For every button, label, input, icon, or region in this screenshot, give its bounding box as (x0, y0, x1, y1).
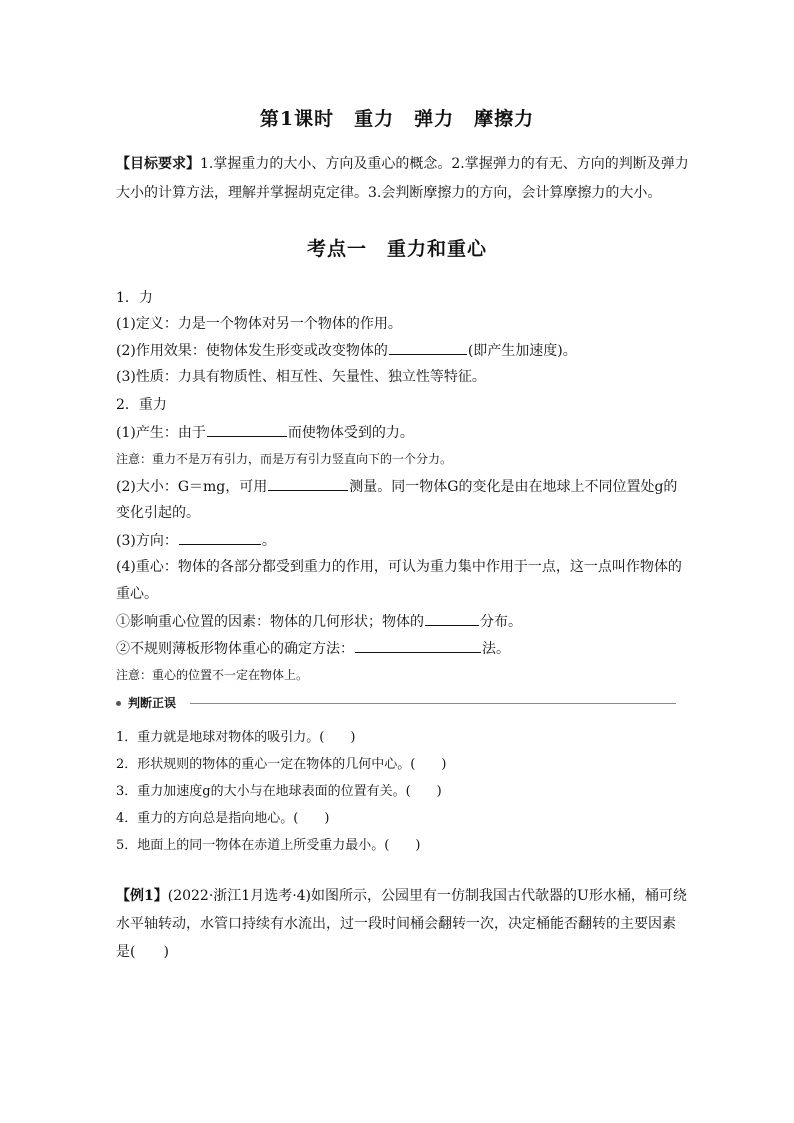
blank-6 (355, 638, 481, 653)
cog-method-text: ②不规则薄板形物体重心的确定方法： (116, 641, 354, 657)
force-effect-tail: (即产生加速度)。 (467, 343, 577, 359)
force-definition: (1)定义：力是一个物体对另一个物体的作用。 (116, 316, 402, 332)
cog-factors-text: ①影响重心位置的因素：物体的几何形状；物体的 (116, 614, 424, 630)
force-effect (116, 340, 577, 361)
judge-header (116, 694, 676, 714)
goal-text-1: 1.掌握重力的大小、方向及重心的概念。2.掌握弹力的有无、方向的判断及弹力 (200, 156, 689, 172)
goal-tag: 【目标要求】 (116, 156, 200, 172)
blank-5 (425, 611, 479, 626)
note-cog: 注意：重心的位置不一定在物体上。 (116, 668, 309, 682)
cog-method (116, 638, 510, 659)
judge-item-4: 4．重力的方向总是指向地心。( ) (116, 811, 330, 826)
heading-force: 1．力 (116, 290, 153, 306)
gravity-magnitude-text: (2)大小：G＝mg，可用 (116, 479, 268, 495)
force-property: (3)性质：力具有物质性、相互性、矢量性、独立性等特征。 (116, 369, 486, 385)
gravity-magnitude (116, 476, 677, 497)
example-tag: 【例1】 (116, 888, 168, 904)
example-text-2: 水平轴转动，水管口持续有水流出，过一段时间桶会翻转一次，决定桶能否翻转的主要因素 (116, 916, 676, 932)
lesson-title: 第1课时 重力 弹力 摩擦力 (259, 108, 535, 130)
center-of-gravity: (4)重心：物体的各部分都受到重力的作用，可认为重力集中作用于一点，这一点叫作物体的 (116, 559, 682, 575)
gravity-origin-text: (1)产生：由于 (116, 425, 206, 441)
judge-item-3: 3．重力加速度g的大小与在地球表面的位置有关。( ) (116, 784, 442, 799)
gravity-direction-text: (3)方向： (116, 533, 178, 549)
example-text-1: (2022·浙江1月选考·4)如图所示，公园里有一仿制我国古代欹器的U形水桶，桶可绕 (167, 888, 687, 904)
judge-label: 判断正误 (128, 696, 177, 710)
force-effect-text: (2)作用效果：使物体发生形变或改变物体的 (116, 343, 388, 359)
cog-factors-tail: 分布。 (480, 614, 522, 630)
center-of-gravity-cont: 重心。 (116, 586, 158, 602)
judge-item-2: 2．形状规则的物体的重心一定在物体的几何中心。( ) (116, 757, 447, 772)
gravity-origin (116, 422, 414, 443)
note-gravity: 注意：重力不是万有引力，而是万有引力竖直向下的一个分力。 (116, 452, 453, 466)
example-line-1 (116, 886, 687, 906)
blank-1 (389, 340, 467, 355)
example-text-3: 是( ) (116, 944, 169, 960)
heading-gravity: 2．重力 (116, 397, 167, 413)
gravity-direction-tail: 。 (261, 533, 276, 549)
cog-method-tail: 法。 (482, 641, 510, 657)
blank-4 (179, 530, 261, 545)
gravity-magnitude-cont: 变化引起的。 (116, 505, 200, 521)
bullet-icon (116, 701, 121, 706)
blank-2 (207, 422, 287, 437)
gravity-magnitude-tail: 测量。同一物体G的变化是由在地球上不同位置处g的 (349, 479, 678, 495)
judge-item-1: 1．重力就是地球对物体的吸引力。( ) (116, 730, 356, 745)
goal-line-1 (116, 154, 689, 174)
gravity-origin-tail: 而使物体受到的力。 (287, 425, 414, 441)
judge-item-5: 5．地面上的同一物体在赤道上所受重力最小。( ) (116, 838, 421, 853)
section-title: 考点一 重力和重心 (306, 238, 487, 260)
blank-3 (268, 476, 348, 491)
divider (190, 703, 676, 704)
gravity-direction (116, 530, 276, 551)
goal-text-2: 大小的计算方法，理解并掌握胡克定律。3.会判断摩擦力的方向，会计算摩擦力的大小。 (116, 185, 662, 201)
cog-factors (116, 611, 522, 632)
